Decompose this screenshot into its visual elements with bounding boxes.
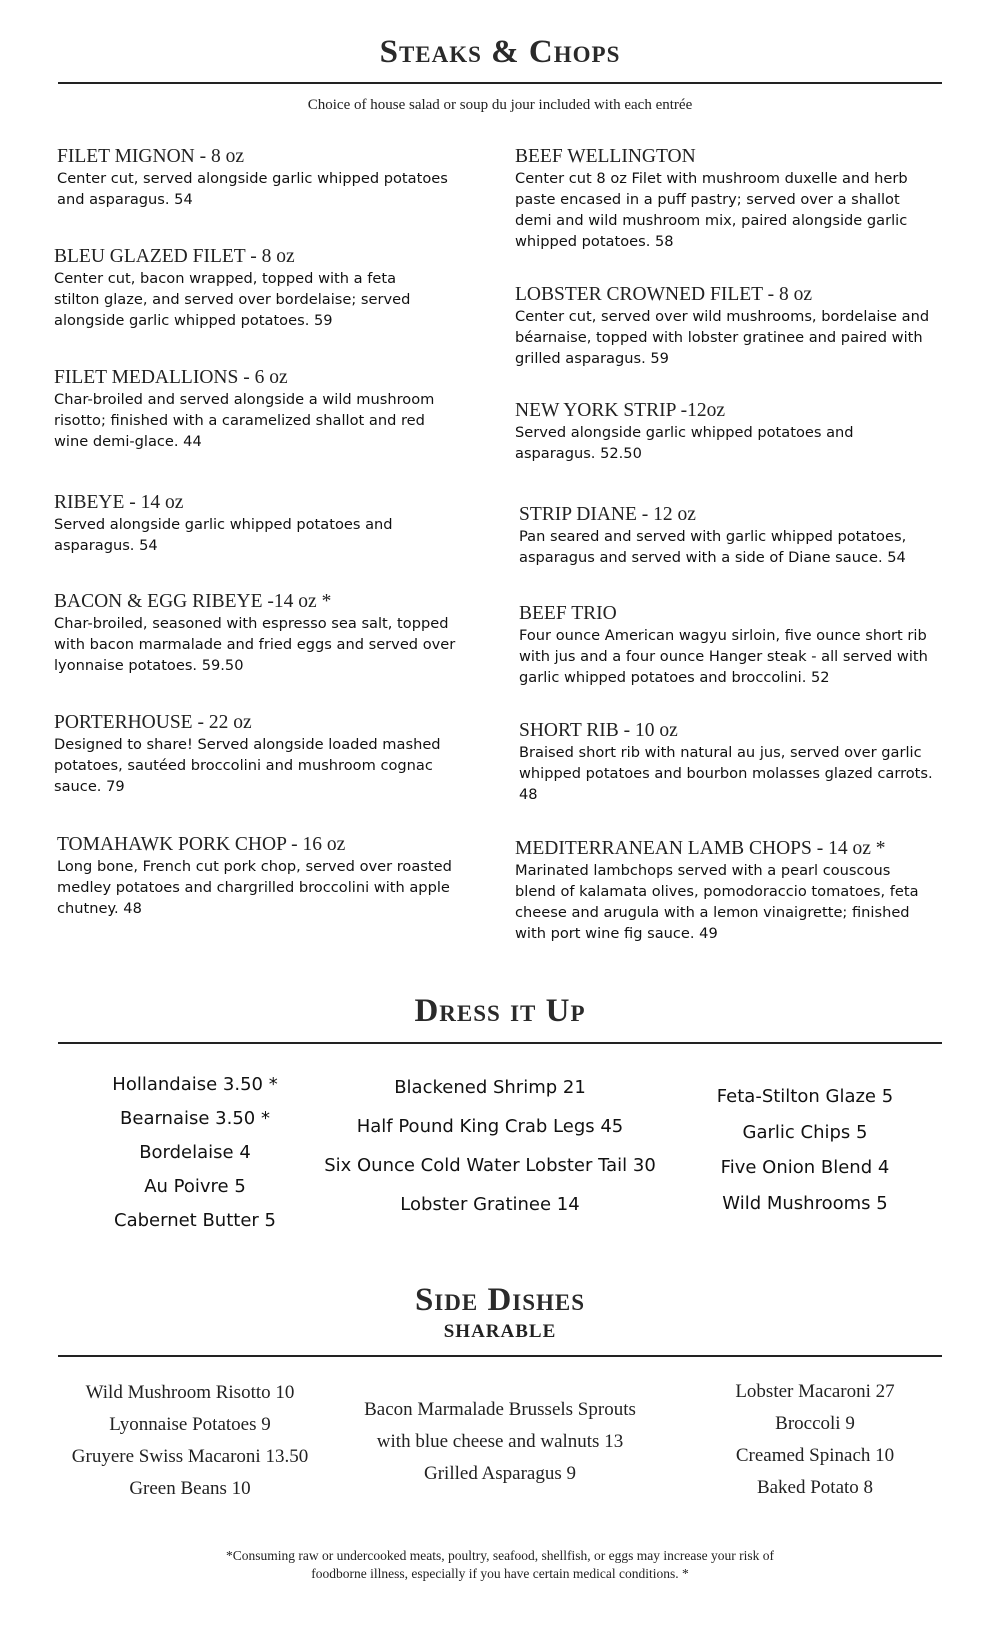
item-description: Four ounce American wagyu sirloin, five ounce short rib with jus and a four ounce Hanger steak - all served with garlic whipped potatoes and broccolini. 52 (519, 627, 928, 686)
item-description: Char-broiled and served alongside a wild mushroom risotto; finished with a caramelized shallot and red wine demi-glace. 44 (54, 391, 435, 450)
addon-column (680, 1079, 930, 1221)
disclaimer-line: foodborne illness, especially if you have certain medical conditions. * (311, 1566, 689, 1581)
item-name: PORTERHOUSE - 22 oz (54, 712, 252, 733)
item-description: Center cut, served alongside garlic whipped potatoes and asparagus. 54 (57, 170, 448, 208)
item-name: STRIP DIANE - 12 oz (519, 504, 696, 525)
menu-item (54, 591, 469, 676)
side-item: Lyonnaise Potatoes 9 (109, 1414, 271, 1435)
item-description: Char-broiled, seasoned with espresso sea salt, topped with bacon marmalade and fried eggs and served over lyonnaise potatoes. 59.50 (54, 615, 456, 674)
addon-column (70, 1068, 320, 1238)
menu-item (57, 146, 457, 210)
item-description: Braised short rib with natural au jus, served over garlic whipped potatoes and bourbon molasses glazed carrots. 48 (519, 744, 933, 803)
menu-item (515, 284, 940, 369)
item-name: MEDITERRANEAN LAMB CHOPS - 14 oz * (515, 838, 886, 859)
addon-item: Cabernet Butter 5 (114, 1210, 276, 1231)
side-item: Baked Potato 8 (756, 1477, 874, 1498)
menu-item (54, 246, 439, 331)
item-description: Pan seared and served with garlic whipped potatoes, asparagus and served with a side of Diane sauce. 54 (519, 528, 907, 566)
item-name: RIBEYE - 14 oz (54, 492, 184, 513)
menu-item (515, 838, 935, 944)
item-description: Long bone, French cut pork chop, served over roasted medley potatoes and chargrilled broccolini with apple chutney. 48 (57, 858, 452, 917)
side-item: Wild Mushroom Risotto 10 (85, 1382, 295, 1403)
addon-item: Hollandaise 3.50 * (112, 1074, 278, 1095)
addon-item: Five Onion Blend 4 (720, 1157, 890, 1178)
side-item: Bacon Marmalade Brussels Sprouts (364, 1399, 636, 1420)
addon-item: Wild Mushrooms 5 (722, 1192, 888, 1214)
item-description: Designed to share! Served alongside loaded mashed potatoes, sautéed broccolini and mushroom cognac sauce. 79 (54, 736, 441, 795)
disclaimer (0, 1547, 1000, 1583)
side-item: Broccoli 9 (775, 1413, 855, 1434)
item-description: Center cut 8 oz Filet with mushroom duxelle and herb paste encased in a puff pastry; served over a shallot demi and wild mushroom mix, paired alongside garlic whipped potatoes. 58 (515, 170, 908, 250)
item-name: FILET MEDALLIONS - 6 oz (54, 367, 288, 388)
item-name: FILET MIGNON - 8 oz (57, 146, 245, 167)
disclaimer-line: *Consuming raw or undercooked meats, poultry, seafood, shellfish, or eggs may increase your risk of (226, 1548, 774, 1563)
item-name: BEEF TRIO (519, 603, 617, 624)
addon-item: Six Ounce Cold Water Lobster Tail 30 (324, 1155, 656, 1176)
item-description: Center cut, served over wild mushrooms, bordelaise and béarnaise, topped with lobster gratinee and paired with grilled asparagus. 59 (515, 308, 930, 367)
side-column (685, 1376, 945, 1504)
menu-item (519, 504, 939, 568)
menu-item (519, 720, 939, 805)
side-item: Lobster Macaroni 27 (735, 1381, 895, 1402)
menu-item (515, 146, 920, 252)
menu-item (519, 603, 934, 688)
addon-item: Feta-Stilton Glaze 5 (716, 1086, 894, 1107)
side-item: Grilled Asparagus 9 (424, 1463, 576, 1484)
divider-sides (58, 1355, 942, 1357)
item-name: BEEF WELLINGTON (515, 146, 696, 167)
section-title-dress: Dress it Up (414, 993, 586, 1029)
menu-item (57, 834, 462, 919)
divider-dress (58, 1042, 942, 1044)
included-note: Choice of house salad or soup du jour included with each entrée (307, 97, 693, 113)
addon-item: Lobster Gratinee 14 (400, 1194, 580, 1215)
addon-item: Bordelaise 4 (139, 1142, 251, 1163)
item-name: TOMAHAWK PORK CHOP - 16 oz (57, 834, 346, 855)
item-description: Marinated lambchops served with a pearl couscous blend of kalamata olives, pomodoraccio tomatoes, feta cheese and arugula with a lemon vinaigrette; finished with port wine fig sauce. 49 (515, 862, 919, 942)
addon-item: Blackened Shrimp 21 (394, 1077, 586, 1098)
item-name: SHORT RIB - 10 oz (519, 720, 678, 741)
side-item: with blue cheese and walnuts 13 (376, 1431, 624, 1452)
addon-item: Half Pound King Crab Legs 45 (356, 1116, 624, 1137)
sides-subtitle: SHARABLE (443, 1321, 557, 1342)
item-name: BLEU GLAZED FILET - 8 oz (54, 246, 295, 267)
menu-item (515, 400, 915, 464)
section-title-steaks: Steaks & Chops (379, 34, 621, 70)
item-description: Served alongside garlic whipped potatoes and asparagus. 54 (54, 516, 393, 554)
item-description: Served alongside garlic whipped potatoes and asparagus. 52.50 (515, 424, 854, 462)
menu-item (54, 712, 459, 797)
side-item: Creamed Spinach 10 (735, 1445, 895, 1466)
addon-column (310, 1068, 670, 1224)
side-item: Gruyere Swiss Macaroni 13.50 (71, 1446, 309, 1467)
side-column (40, 1377, 340, 1505)
item-name: LOBSTER CROWNED FILET - 8 oz (515, 284, 812, 305)
divider-steaks (58, 82, 942, 84)
addon-item: Garlic Chips 5 (742, 1121, 868, 1143)
section-title-sides: Side Dishes (414, 1282, 586, 1318)
item-name: BACON & EGG RIBEYE -14 oz * (54, 591, 332, 612)
item-name: NEW YORK STRIP -12oz (515, 400, 725, 421)
item-description: Center cut, bacon wrapped, topped with a feta stilton glaze, and served over bordelaise; served alongside garlic whipped potatoes. 59 (54, 270, 411, 329)
addon-item: Au Poivre 5 (144, 1176, 246, 1197)
addon-item: Bearnaise 3.50 * (120, 1108, 270, 1129)
menu-item (54, 367, 459, 452)
side-item: Green Beans 10 (129, 1478, 251, 1499)
side-column (330, 1394, 670, 1490)
menu-item (54, 492, 454, 556)
